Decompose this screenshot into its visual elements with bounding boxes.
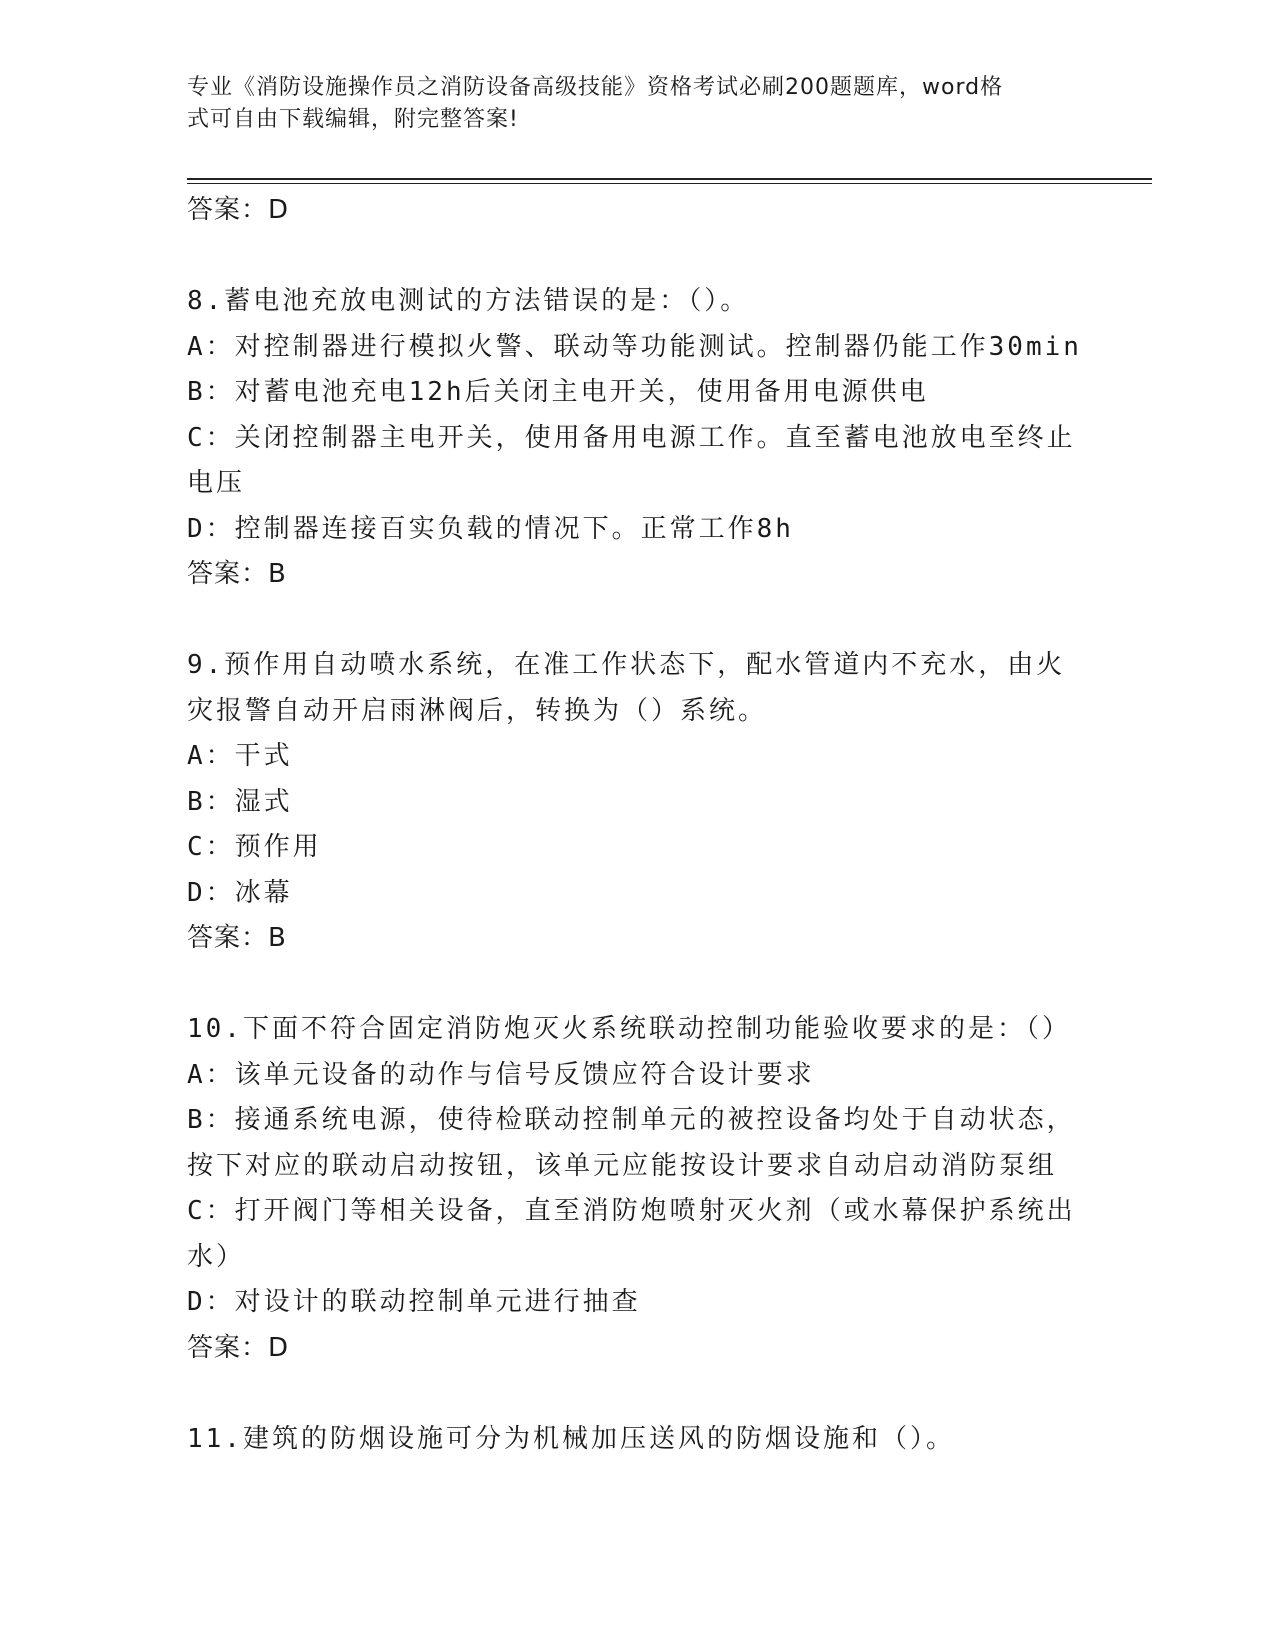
question-text: 11.建筑的防烟设施可分为机械加压送风的防烟设施和（）。 [187, 1423, 955, 1454]
header-line-1: 专业《消防设施操作员之消防设备高级技能》资格考试必刷200题题库，word格 [187, 75, 1004, 100]
question-8 [187, 279, 1082, 598]
question-text: 8.蓄电池充放电测试的方法错误的是：（）。 [187, 286, 750, 316]
option-b: B：湿式 [187, 786, 293, 817]
option-b: B：接通系统电源，使待检联动控制单元的被控设备均处于自动状态， [187, 1105, 1076, 1135]
answer: 答案：D [187, 1332, 290, 1363]
question-10 [187, 1007, 1077, 1371]
option-a: A：干式 [187, 741, 293, 771]
question-text-continued: 灾报警自动开启雨淋阀后，转换为（）系统。 [187, 695, 768, 726]
option-c: C：关闭控制器主电开关，使用备用电源工作。直至蓄电池放电至终止 [187, 422, 1076, 453]
option-c-continued: 水） [187, 1241, 246, 1272]
option-c: C：预作用 [187, 832, 322, 862]
option-a: A：对控制器进行模拟火警、联动等功能测试。控制器仍能工作30min [187, 331, 1082, 362]
option-c: C：打开阀门等相关设备，直至消防炮喷射灭火剂（或水幕保护系统出 [187, 1196, 1076, 1226]
question-text: 9.预作用自动喷水系统，在准工作状态下，配水管道内不充水，由火 [187, 650, 1066, 680]
question-text: 10.下面不符合固定消防炮灭火系统联动控制功能验收要求的是：（） [187, 1014, 1071, 1044]
option-a: A：该单元设备的动作与信号反馈应符合设计要求 [187, 1059, 815, 1090]
option-d: D：冰幕 [187, 877, 293, 908]
question-9 [187, 643, 1077, 962]
answer: 答案：B [187, 923, 287, 953]
header-line-2: 式可自由下载编辑，附完整答案! [187, 107, 519, 132]
answer: 答案：B [187, 559, 287, 589]
previous-answer: 答案：D [187, 195, 290, 225]
option-d: D：控制器连接百实负载的情况下。正常工作8h [187, 513, 794, 544]
option-b-continued: 按下对应的联动启动按钮，该单元应能按设计要求自动启动消防泵组 [187, 1150, 1058, 1181]
option-c-continued: 电压 [187, 468, 246, 498]
option-b: B：对蓄电池充电12h后关闭主电开关，使用备用电源供电 [187, 377, 929, 407]
option-d: D：对设计的联动控制单元进行抽查 [187, 1287, 641, 1317]
header-divider-thick [187, 178, 1152, 180]
header-divider-thin [187, 183, 1152, 184]
document-header [187, 72, 1067, 136]
document-body [187, 188, 1082, 1462]
question-11 [187, 1417, 1077, 1463]
